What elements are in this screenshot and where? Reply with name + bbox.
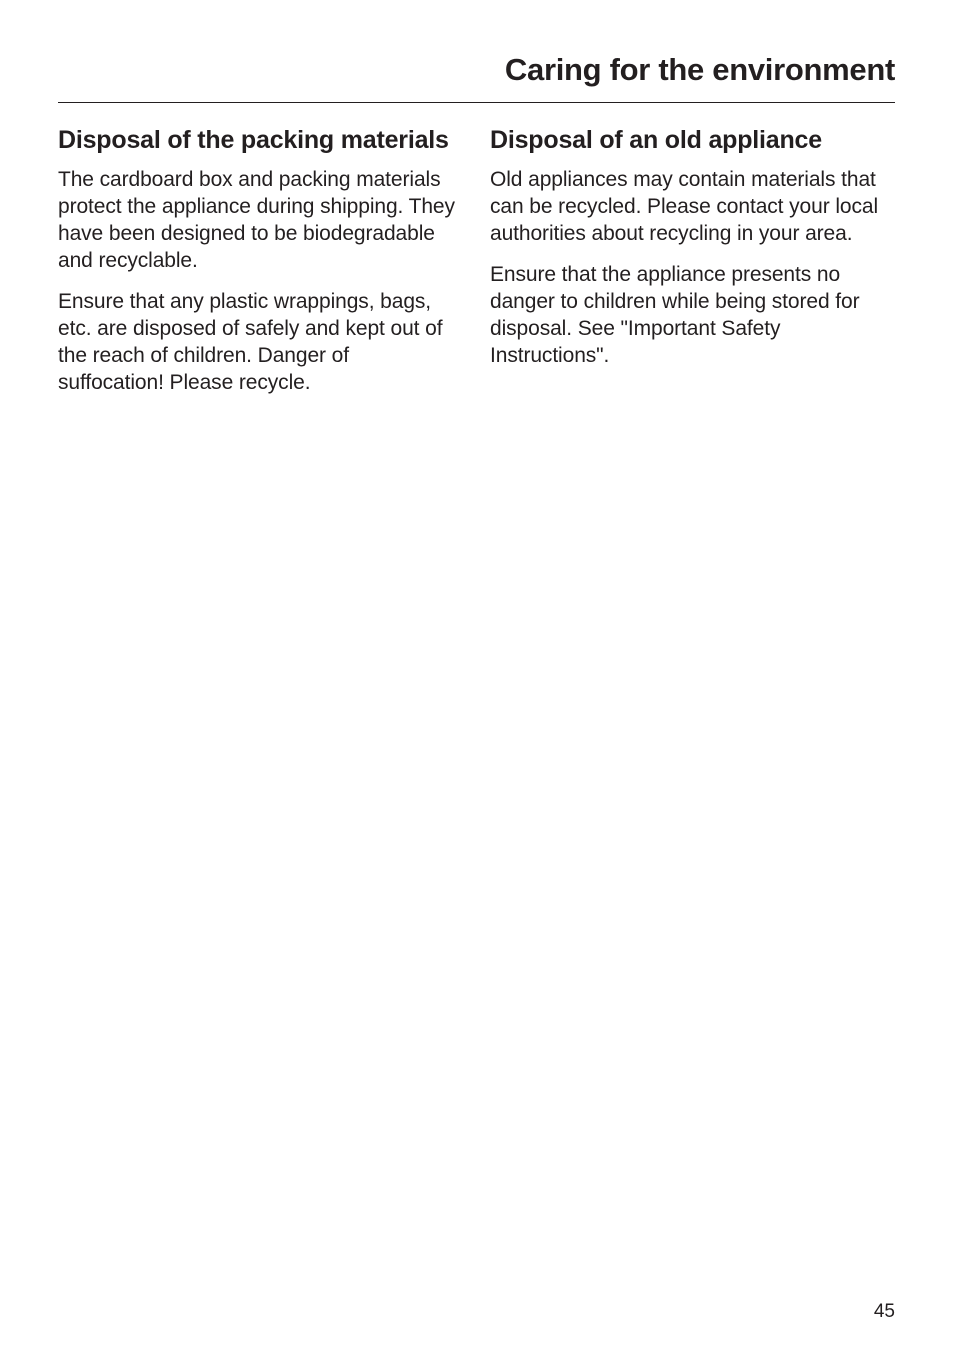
page-header [58,50,895,103]
page-title: Caring for the environment [504,52,895,87]
paragraph: Ensure that any plastic wrappings, bags, etc. are disposed of safely and kept out of the reach of children. Danger of suffocation! Please recycle. [58,290,443,394]
paragraph: The cardboard box and packing materials protect the appliance during shipping. They have been designed to be biodegradable and recyclable. [58,168,455,272]
section-heading: Disposal of an old appliance [490,126,822,154]
paragraph: Ensure that the appliance presents no danger to children while being stored for disposal. See "Important Safety Instructions". [490,263,860,367]
paragraph: Old appliances may contain materials that can be recycled. Please contact your local authorities about recycling in your area. [490,168,879,245]
section-old-appliance [490,124,895,383]
section-packing-materials [58,124,458,410]
section-heading: Disposal of the packing materials [58,126,449,154]
page-number: 45 [873,1301,895,1322]
